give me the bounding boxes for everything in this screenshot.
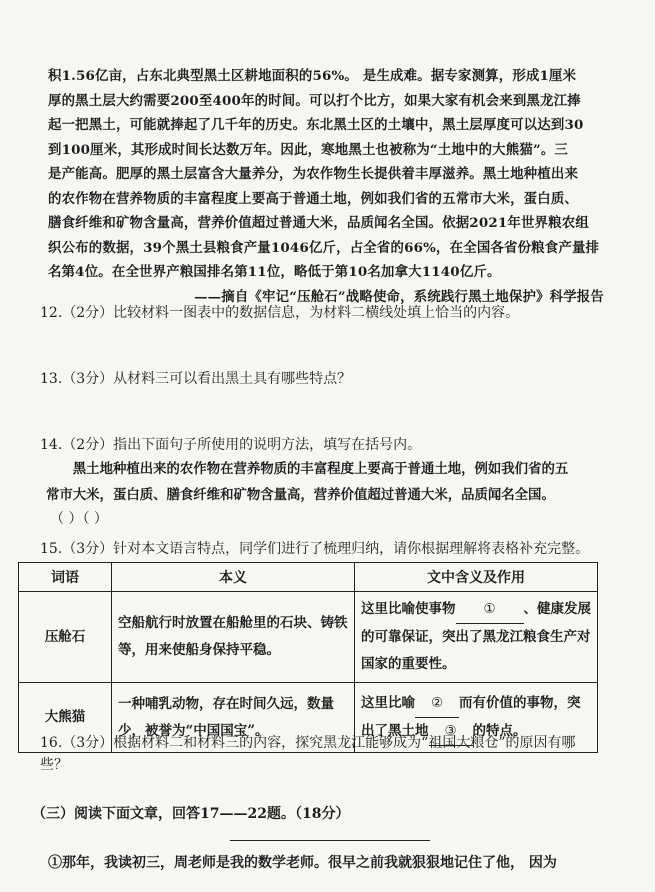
answer-blank-3: ③ — [429, 718, 473, 746]
table-cell-meaning: 一种哺乳动物，存在时间久远，数量少，被誉为“中国国宝”。 — [112, 683, 355, 753]
material-line: 起一把黑土，可能就捧起了几千年的历史。东北黑土区的土壤中，黑土层厚度可以达到30 — [48, 117, 584, 133]
question-13-text: 13.（3分）从材料三可以看出黑土具有哪些特点？ — [40, 371, 352, 387]
divider-line — [230, 840, 430, 841]
material-line: 是产能高。肥厚的黑土层富含大量养分，为农作物生长提供着丰厚滋养。黑土地种植出来 — [48, 166, 579, 182]
table-cell-meaning: 空船航行时放置在船舱里的石块、铸铁等，用来使船身保持平稳。 — [112, 592, 355, 683]
material-line: 到100厘米，其形成时间长达数万年。因此，寒地黑土也被称为“土地中的大熊猫”。三 — [48, 141, 569, 158]
question-16-text-cont: 些？ — [40, 757, 68, 773]
question-14 — [40, 434, 568, 530]
table-cell-word: 压舱石 — [19, 592, 112, 683]
question-12-text: 12.（2分）比较材料一图表中的数据信息，为材料二横线处填上恰当的内容。 — [40, 305, 520, 321]
question-16 — [40, 732, 575, 776]
material-line: 膳食纤维和矿物含量高，营养价值超过普通大米，品质闻名全国。依据2021年世界粮农组 — [48, 215, 589, 231]
table-header: 本义 — [112, 563, 355, 592]
question-12 — [40, 302, 519, 324]
section-three-heading: （三）阅读下面文章，回答17——22题。（18分） — [32, 806, 350, 822]
usage-text: 这里比喻 — [361, 694, 415, 711]
question-14-quote: 黑土地种植出来的农作物在营养物质的丰富程度上要高于普通土地，例如我们省的五 — [72, 461, 569, 477]
answer-blank-2: ② — [415, 690, 459, 718]
table-header: 文中含义及作用 — [355, 563, 598, 592]
material-three-text — [48, 64, 608, 309]
answer-parentheses: （ ）（ ） — [50, 511, 108, 527]
table-cell-usage — [355, 592, 598, 683]
material-line: 名第4位。在全世界产粮国排名第11位，略低于第10名加拿大1140亿斤。 — [48, 264, 501, 280]
usage-text: 而有价值的事物，突出了黑土地 — [361, 694, 581, 739]
answer-blank-1: ① — [456, 596, 524, 624]
usage-text: 的特点。 — [472, 722, 527, 739]
vocab-table — [18, 562, 598, 753]
table-header: 词语 — [19, 563, 112, 592]
question-14-quote-cont: 常市大米，蛋白质、膳食纤维和矿物含量高，营养价值超过普通大米，品质闻名全国。 — [46, 487, 555, 503]
question-16-text: 16.（3分）根据材料二和材料三的内容，探究黑龙江能够成为“祖国大粮仓”的原因有哪 — [40, 735, 576, 751]
question-14-text: 14.（2分）指出下面句子所使用的说明方法，填写在括号内。 — [40, 437, 422, 453]
usage-text: 、健康发展的可靠保证，突出了黑龙江粮食生产对国家的重要性。 — [361, 601, 591, 672]
material-line: 织公布的数据，39个黑土县粮食产量1046亿斤，占全省的66%，在全国各省份粮食产量排 — [48, 239, 600, 256]
question-15 — [40, 538, 589, 560]
table-row — [19, 592, 598, 683]
table-header-row — [19, 563, 598, 592]
material-source: ——摘自《牢记“压舱石”战略使命，系统践行黑土地保护》科学报告 — [194, 288, 604, 305]
material-line: 的农作物在营养物质的丰富程度上要高于普通土地，例如我们省的五常市大米，蛋白质、 — [48, 190, 579, 207]
material-line: 厚的黑土层大约需要200至400年的时间。可以打个比方，如果大家有机会来到黑龙江捧 — [48, 92, 581, 109]
material-line: 积1.56亿亩，占东北典型黑土区耕地面积的56%。 是生成难。据专家测算，形成1厘米 — [48, 68, 577, 84]
question-15-text: 15.（3分）针对本文语言特点，同学们进行了梳理归纳，请你根据理解将表格补充完整。 — [40, 541, 590, 557]
question-13 — [40, 368, 351, 390]
table-cell-word: 大熊猫 — [19, 683, 112, 753]
usage-text: 这里比喻使事物 — [361, 601, 456, 617]
article-first-line: ①那年，我读初三，周老师是我的数学老师。很早之前我就狠狠地记住了他， 因为 — [48, 855, 557, 871]
